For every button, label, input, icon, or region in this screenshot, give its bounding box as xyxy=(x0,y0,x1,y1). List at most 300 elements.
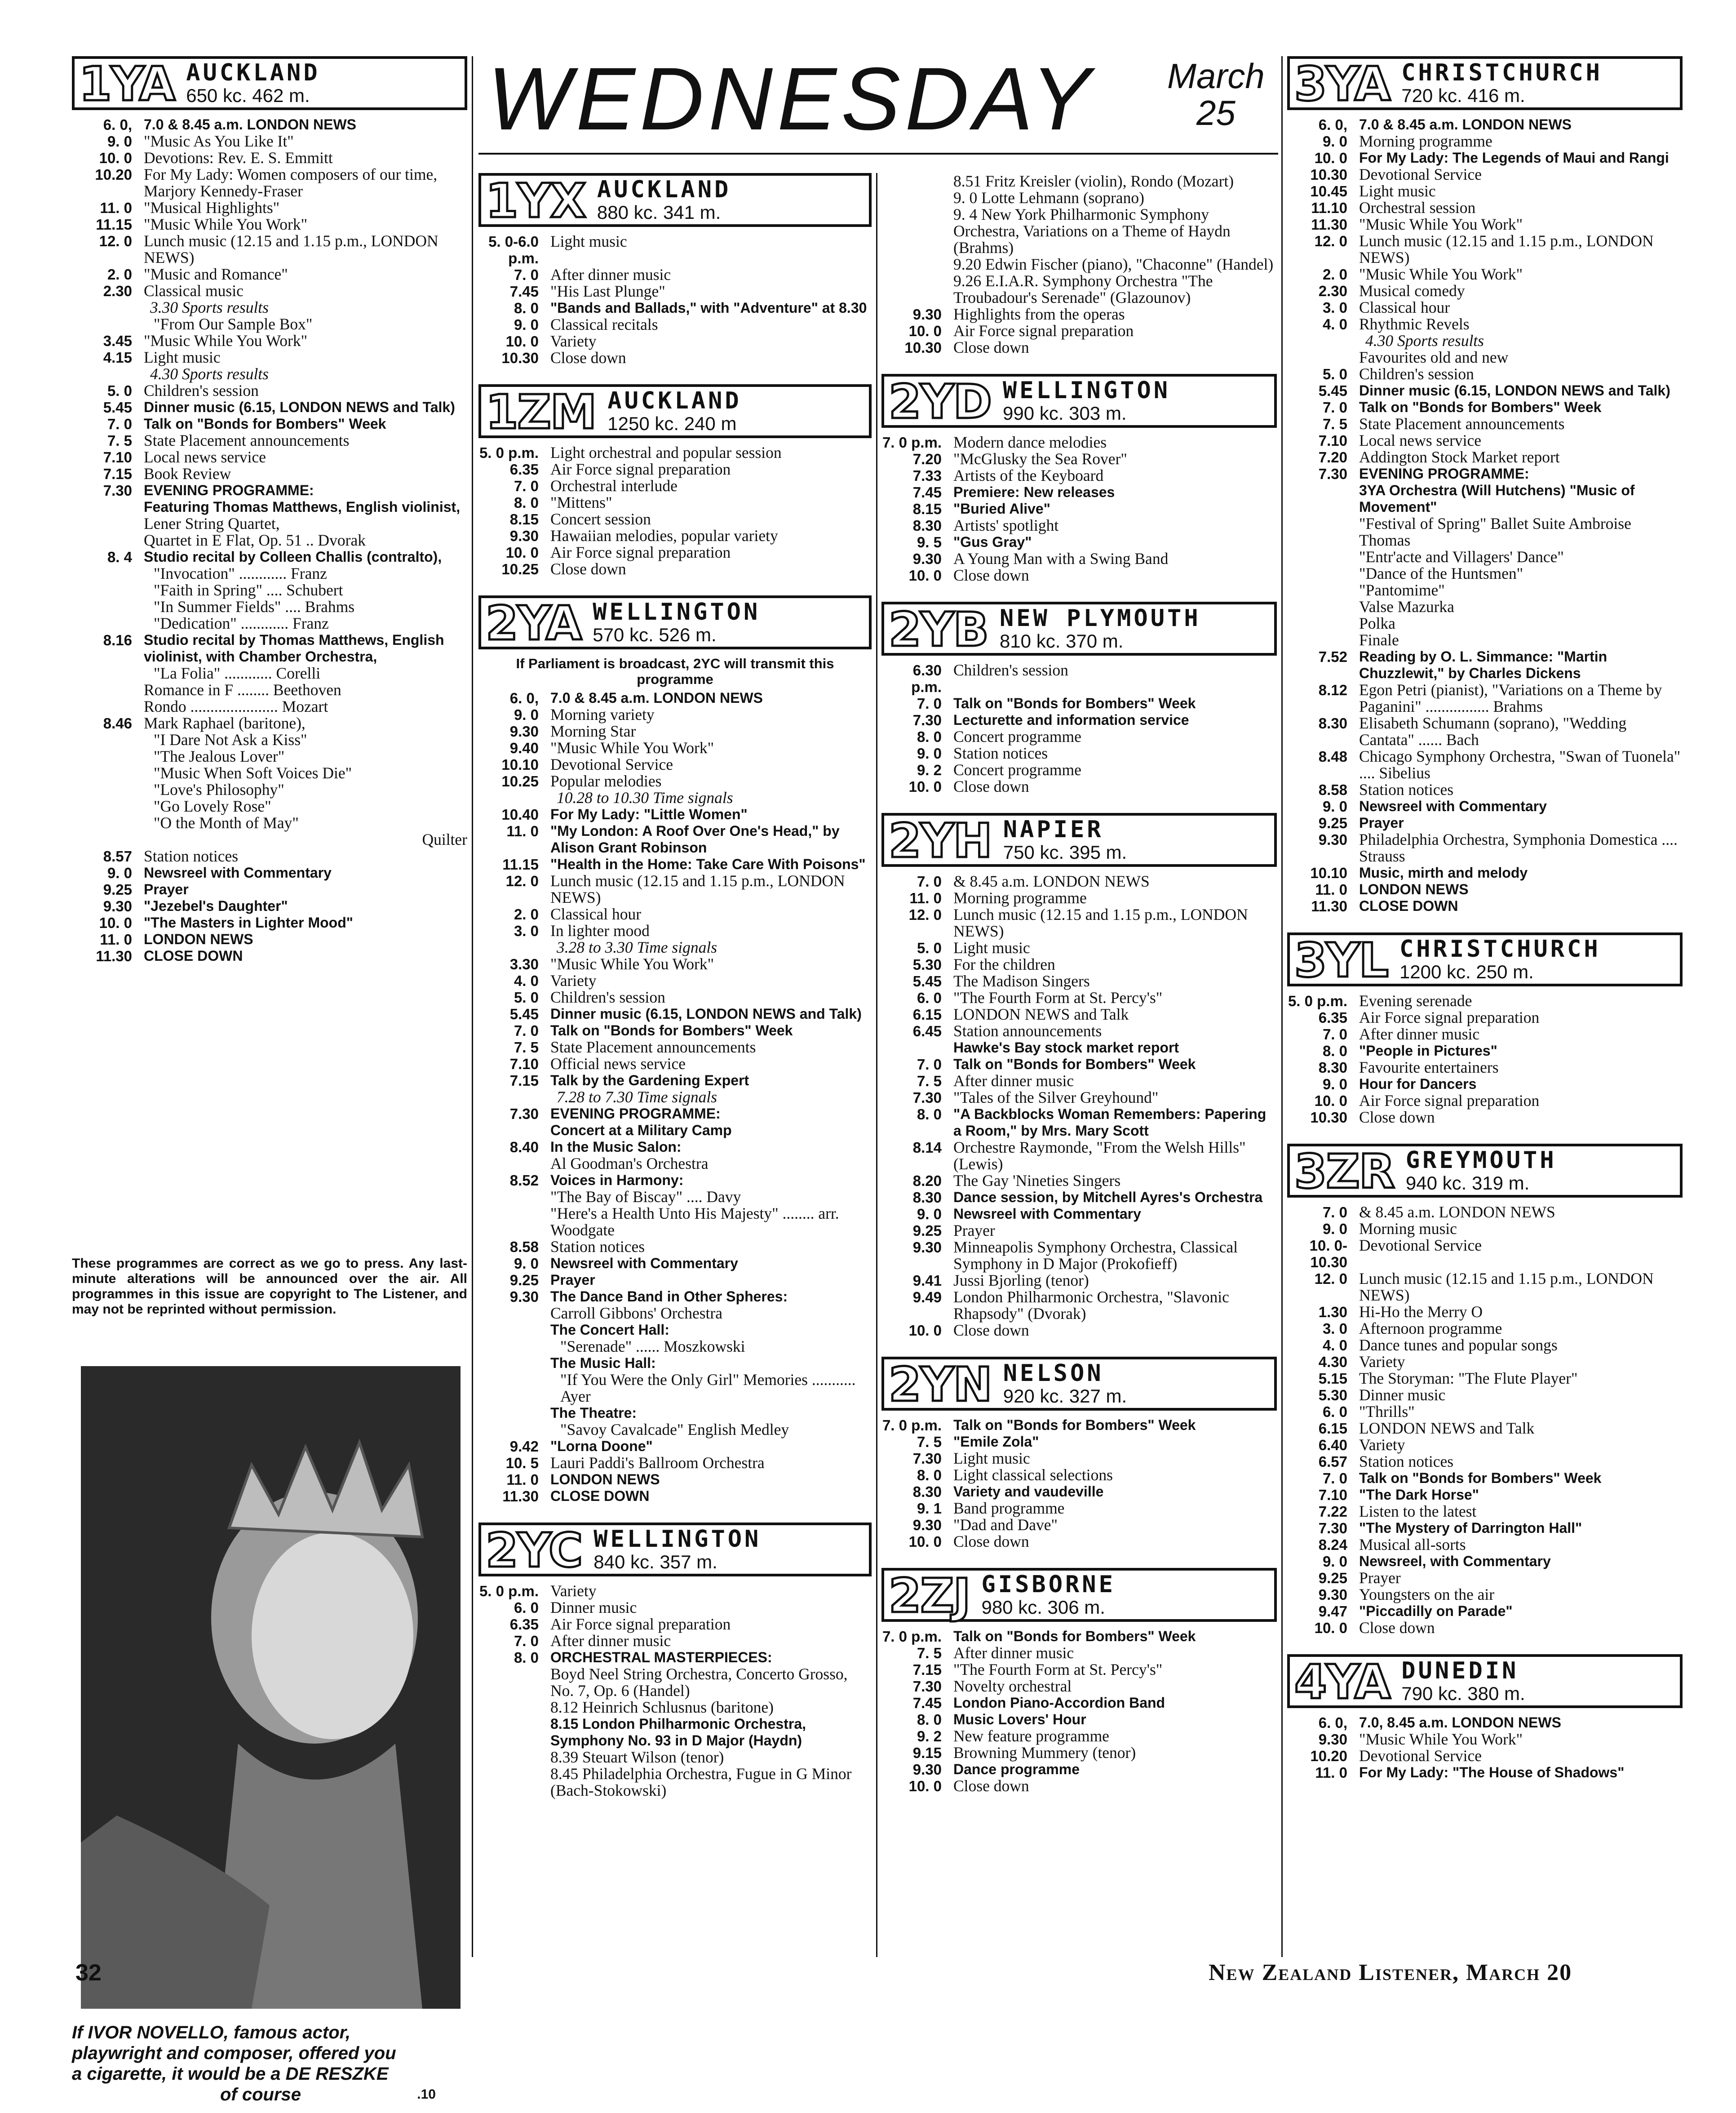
programme-title: Close down xyxy=(953,338,1029,356)
programme-time: 9.30 xyxy=(1318,831,1347,848)
station-info xyxy=(997,377,1176,425)
programme-row xyxy=(1287,183,1683,200)
programme-time: 1.30 xyxy=(1318,1304,1347,1320)
programme-time xyxy=(881,173,953,190)
schedule-2zj xyxy=(881,1628,1277,1794)
programme-time: 9.25 xyxy=(912,1222,942,1239)
programme-time: 7. 0 xyxy=(917,873,942,890)
programme-row xyxy=(1287,1337,1683,1354)
station-info xyxy=(1394,935,1606,984)
programme-title: Station notices xyxy=(1359,1452,1454,1470)
programme-title: "Buried Alive" xyxy=(953,501,1050,517)
programme-row xyxy=(881,534,1277,550)
programme-title: 4.30 Sports results xyxy=(1365,332,1484,350)
programme-title: State Placement announcements xyxy=(550,1038,756,1056)
programme-title: "The Fourth Form at St. Percy's" xyxy=(953,1660,1163,1678)
programme-title: "Savoy Cavalcade" English Medley xyxy=(560,1421,789,1438)
programme-row xyxy=(478,956,872,972)
programme-title: Polka xyxy=(1359,614,1395,632)
programme-row xyxy=(72,831,467,848)
programme-time: 9.25 xyxy=(1318,815,1347,831)
programme-row xyxy=(1287,449,1683,466)
programme-row xyxy=(1287,615,1683,632)
programme-title: In the Music Salon: xyxy=(550,1139,682,1155)
programme-row xyxy=(72,881,467,898)
station-city: WELLINGTON xyxy=(593,599,761,626)
station-frequency: 790 kc. 380 m. xyxy=(1401,1683,1525,1704)
programme-row xyxy=(1287,1570,1683,1586)
programme-row xyxy=(478,906,872,923)
programme-title: Minneapolis Symphony Orchestra, Classical Symphony in D Major (Prokofieff) xyxy=(953,1238,1238,1273)
programme-time: 7.30 xyxy=(912,1450,942,1467)
programme-title: State Placement announcements xyxy=(144,431,350,449)
programme-row xyxy=(478,1189,872,1205)
programme-title: Premiere: New releases xyxy=(953,484,1115,500)
programme-time xyxy=(478,1205,550,1239)
programme-time xyxy=(72,748,144,765)
programme-row xyxy=(1287,333,1683,349)
programme-time: 7. 0 xyxy=(514,1022,539,1039)
programme-title: Chicago Symphony Orchestra, "Swan of Tuonela" .... Sibelius xyxy=(1359,747,1681,782)
programme-row xyxy=(881,1239,1277,1272)
programme-title: 4.30 Sports results xyxy=(150,365,269,383)
programme-row xyxy=(881,1272,1277,1289)
programme-time: 11.30 xyxy=(96,948,132,964)
programme-title: 7.0 & 8.45 a.m. LONDON NEWS xyxy=(144,116,357,133)
programme-time xyxy=(478,1421,550,1438)
programme-title: Light orchestral and popular session xyxy=(550,444,782,462)
programme-time: 7. 5 xyxy=(1322,416,1347,432)
programme-time: 9. 1 xyxy=(917,1500,942,1517)
programme-title: "People in Pictures" xyxy=(1359,1043,1497,1059)
programme-row xyxy=(881,173,1277,190)
programme-title: Prayer xyxy=(1359,815,1404,831)
programme-row xyxy=(881,662,1277,695)
station-header-2zj xyxy=(881,1568,1277,1622)
programme-time: 7. 5 xyxy=(107,432,132,449)
programme-title: Official news service xyxy=(550,1055,686,1073)
programme-time: 7.30 xyxy=(912,712,942,728)
programme-row xyxy=(478,1039,872,1056)
programme-row xyxy=(1287,865,1683,881)
programme-title: 3.28 to 3.30 Time signals xyxy=(557,938,717,956)
station-info xyxy=(588,1525,766,1574)
programme-title: Boyd Neel String Orchestra, Concerto Grosso, No. 7, Op. 6 (Handel) xyxy=(550,1665,848,1700)
programme-time: 7. 5 xyxy=(917,1645,942,1661)
programme-time xyxy=(478,1305,550,1322)
programme-time: 7. 0 xyxy=(514,1633,539,1649)
programme-row xyxy=(72,848,467,865)
station-info xyxy=(181,59,325,107)
programme-row xyxy=(478,478,872,494)
programme-time: 8.30 xyxy=(912,517,942,534)
programme-row xyxy=(1287,1748,1683,1764)
programme-title: Hour for Dancers xyxy=(1359,1076,1477,1092)
programme-row xyxy=(1287,1764,1683,1781)
header-rule xyxy=(478,153,1278,155)
programme-row xyxy=(72,931,467,948)
programme-time xyxy=(478,1372,550,1405)
programme-row xyxy=(1287,1009,1683,1026)
programme-time: 9.49 xyxy=(912,1289,942,1305)
schedule-2ya xyxy=(478,690,872,1505)
programme-time xyxy=(72,532,144,549)
programme-time xyxy=(72,615,144,632)
programme-title: "Dad and Dave" xyxy=(953,1516,1058,1534)
programme-time xyxy=(72,499,144,515)
programme-time: 11. 0 xyxy=(100,931,132,948)
ad-line-4: of course xyxy=(220,2085,301,2104)
programme-row xyxy=(1287,1487,1683,1503)
programme-time: 8.58 xyxy=(1318,781,1347,798)
programme-row xyxy=(478,823,872,856)
programme-row xyxy=(478,300,872,316)
programme-time xyxy=(478,1766,550,1799)
programme-time xyxy=(881,256,953,273)
programme-title: "Music and Romance" xyxy=(144,265,288,283)
programme-time: 4. 0 xyxy=(1322,1337,1347,1354)
programme-time: 7.45 xyxy=(912,484,942,501)
programme-row xyxy=(478,1172,872,1189)
programme-title: "My London: A Roof Over One's Head," by Alison Grant Robinson xyxy=(550,823,840,856)
programme-title: Browning Mummery (tenor) xyxy=(953,1744,1136,1762)
station-header-2yc xyxy=(478,1523,872,1576)
programme-time xyxy=(72,316,144,333)
programme-title: After dinner music xyxy=(953,1644,1074,1662)
programme-time: 5.45 xyxy=(1318,382,1347,399)
programme-time: 8.20 xyxy=(912,1172,942,1189)
programme-time: 11. 0 xyxy=(1315,881,1347,898)
station-header-1yx xyxy=(478,173,872,227)
programme-row xyxy=(1287,1354,1683,1370)
programme-row xyxy=(1287,382,1683,399)
programme-title: Air Force signal preparation xyxy=(953,322,1134,340)
programme-row xyxy=(72,399,467,416)
programme-row xyxy=(72,416,467,432)
station-city: NEW PLYMOUTH xyxy=(999,605,1201,632)
programme-title: Morning music xyxy=(1359,1220,1457,1238)
programme-title: Variety and vaudeville xyxy=(953,1483,1104,1500)
programme-time: 9. 2 xyxy=(917,762,942,778)
programme-row xyxy=(1287,682,1683,715)
programme-time: 2. 0 xyxy=(514,906,539,923)
programme-time: 11. 0 xyxy=(100,200,132,216)
programme-row xyxy=(1287,1731,1683,1748)
programme-row xyxy=(881,1139,1277,1172)
programme-title: "Mittens" xyxy=(550,493,612,511)
programme-row xyxy=(881,1517,1277,1533)
programme-time: 5. 0 xyxy=(514,989,539,1006)
date-day: 25 xyxy=(1196,93,1236,133)
programme-row xyxy=(881,339,1277,356)
programme-time: 11. 0 xyxy=(506,823,539,839)
programme-row xyxy=(881,1778,1277,1794)
programme-row xyxy=(1287,1553,1683,1570)
programme-row xyxy=(881,567,1277,584)
programme-title: Prayer xyxy=(550,1272,595,1288)
station-frequency: 750 kc. 395 m. xyxy=(1003,842,1127,863)
programme-title: "Entr'acte and Villagers' Dance" xyxy=(1359,548,1564,566)
programme-row xyxy=(478,316,872,333)
programme-time: 8.15 xyxy=(912,501,942,517)
programme-row xyxy=(478,1649,872,1666)
programme-title: Band programme xyxy=(953,1499,1065,1517)
programme-time xyxy=(72,665,144,682)
programme-time xyxy=(72,732,144,748)
station-frequency: 720 kc. 416 m. xyxy=(1401,85,1525,106)
station-call: 4YA xyxy=(1294,1655,1390,1709)
programme-row xyxy=(881,1172,1277,1189)
programme-title: Light music xyxy=(144,348,221,366)
programme-time: 9. 5 xyxy=(917,534,942,550)
station-info xyxy=(1396,59,1608,107)
programme-time: 2.30 xyxy=(103,283,132,299)
station-header-1zm xyxy=(478,384,872,438)
station-header-3zr xyxy=(1287,1144,1683,1198)
programme-title: 7.0 & 8.45 a.m. LONDON NEWS xyxy=(550,690,763,706)
programme-title: Prayer xyxy=(953,1221,995,1239)
programme-row xyxy=(881,873,1277,890)
programme-title: Close down xyxy=(953,566,1029,584)
programme-title: Classical hour xyxy=(550,905,642,923)
programme-title: Station notices xyxy=(550,1238,645,1256)
programme-title: Lunch music (12.15 and 1.15 p.m., LONDON NEWS) xyxy=(953,906,1248,940)
programme-row xyxy=(881,1745,1277,1761)
station-info xyxy=(998,816,1132,864)
programme-row xyxy=(1287,1043,1683,1059)
station-info xyxy=(1396,1657,1530,1705)
station-header-2yb xyxy=(881,602,1277,656)
programme-title: Highlights from the operas xyxy=(953,305,1125,323)
programme-title: Morning variety xyxy=(550,706,655,724)
programme-time: 9.30 xyxy=(912,550,942,567)
programme-time xyxy=(1287,615,1359,632)
programme-time: 4.30 xyxy=(1318,1354,1347,1370)
programme-title: "Dedication" ............ Franz xyxy=(154,614,329,632)
programme-row xyxy=(478,740,872,756)
programme-row xyxy=(881,1222,1277,1239)
programme-row xyxy=(72,515,467,532)
programme-time xyxy=(72,515,144,532)
programme-time xyxy=(72,599,144,615)
page-number: 32 xyxy=(75,1960,102,1986)
programme-row xyxy=(881,1467,1277,1483)
programme-title: Air Force signal preparation xyxy=(1359,1008,1540,1026)
programme-title: For My Lady: The Legends of Maui and Rangi xyxy=(1359,150,1669,166)
station-city: WELLINGTON xyxy=(1003,377,1171,404)
column-2 xyxy=(478,173,872,1817)
programme-title: EVENING PROGRAMME: xyxy=(550,1105,721,1122)
station-call: 3YL xyxy=(1294,933,1388,988)
programme-time: 10.30 xyxy=(1310,166,1347,183)
programme-title: Quartet in E Flat, Op. 51 .. Dvorak xyxy=(144,531,366,549)
programme-time: 7.30 xyxy=(103,482,132,499)
programme-time: 9.30 xyxy=(912,306,942,323)
programme-time: 10.30 xyxy=(1310,1109,1347,1126)
programme-title: Lecturette and information service xyxy=(953,712,1189,728)
programme-row xyxy=(478,723,872,740)
programme-row xyxy=(1287,1453,1683,1470)
programme-time: 9. 0 xyxy=(107,133,132,150)
programme-title: The Theatre: xyxy=(550,1405,637,1421)
programme-time: 5. 0 p.m. xyxy=(479,444,539,461)
programme-time: 8.12 xyxy=(1318,682,1347,698)
programme-time xyxy=(1287,515,1359,549)
programme-time: 7.10 xyxy=(1318,432,1347,449)
programme-row xyxy=(1287,798,1683,815)
programme-time: 10. 0 xyxy=(908,323,942,339)
programme-time: 7. 0 xyxy=(917,1056,942,1073)
programme-title: Light music xyxy=(953,1449,1030,1467)
programme-time: 9.30 xyxy=(912,1239,942,1256)
programme-row xyxy=(881,1189,1277,1206)
programme-time xyxy=(478,1122,550,1139)
station-info xyxy=(994,604,1206,653)
programme-row xyxy=(1287,1714,1683,1731)
programme-time: 9.25 xyxy=(1318,1570,1347,1586)
programme-title: "His Last Plunge" xyxy=(550,282,665,300)
programme-title: After dinner music xyxy=(1359,1025,1480,1043)
programme-title: After dinner music xyxy=(953,1072,1074,1090)
programme-time: 6. 0, xyxy=(1318,1714,1347,1731)
parliament-note: If Parliament is broadcast, 2YC will transmit this programme xyxy=(516,656,834,687)
station-header-1ya xyxy=(72,56,467,110)
programme-time: 10. 0 xyxy=(505,333,539,350)
programme-title: Finale xyxy=(1359,631,1399,649)
programme-row xyxy=(478,350,872,366)
programme-time: 7.45 xyxy=(912,1695,942,1711)
programme-title: CLOSE DOWN xyxy=(550,1488,650,1504)
programme-row xyxy=(1287,1403,1683,1420)
programme-row xyxy=(478,444,872,461)
programme-title: For My Lady: "The House of Shadows" xyxy=(1359,1764,1625,1780)
station-city: NELSON xyxy=(1003,1360,1104,1387)
programme-title: Morning Star xyxy=(550,722,636,740)
station-call: 1YA xyxy=(79,57,175,111)
programme-row xyxy=(1287,1092,1683,1109)
programme-row xyxy=(1287,1620,1683,1636)
programme-time xyxy=(478,1089,550,1105)
programme-title: A Young Man with a Swing Band xyxy=(953,550,1169,568)
programme-time: 8.48 xyxy=(1318,748,1347,765)
programme-time: 6. 0, xyxy=(103,116,132,133)
programme-row xyxy=(881,1711,1277,1728)
programme-row xyxy=(478,1006,872,1022)
station-call: 2YH xyxy=(889,813,992,868)
programme-time: 8. 0 xyxy=(1322,1043,1347,1059)
station-info xyxy=(592,176,736,224)
programme-title: The Madison Singers xyxy=(953,972,1090,990)
programme-title: "Pantomime" xyxy=(1359,581,1445,599)
programme-time xyxy=(72,698,144,715)
schedule-4ya xyxy=(1287,1714,1683,1781)
programme-row xyxy=(72,665,467,682)
programme-row xyxy=(72,316,467,333)
programme-time: 9.30 xyxy=(912,1517,942,1533)
programme-row xyxy=(478,1599,872,1616)
programme-time: 10. 0 xyxy=(99,150,132,166)
schedule-1ya xyxy=(72,116,467,964)
programme-time: 6.45 xyxy=(912,1023,942,1039)
programme-title: "Here's a Health Unto His Majesty" ........ arr. Woodgate xyxy=(550,1204,839,1239)
programme-row xyxy=(881,517,1277,534)
programme-row xyxy=(1287,283,1683,299)
programme-time: 7.20 xyxy=(1318,449,1347,466)
programme-row xyxy=(881,1695,1277,1711)
programme-title: "Faith in Spring" .... Schubert xyxy=(154,581,343,599)
programme-row xyxy=(1287,1026,1683,1043)
programme-time: 3. 0 xyxy=(1322,1320,1347,1337)
programme-title: Studio recital by Colleen Challis (contralto), xyxy=(144,549,442,565)
programme-title: "McGlusky the Sea Rover" xyxy=(953,450,1127,468)
programme-row xyxy=(72,865,467,881)
programme-title: 9. 4 New York Philharmonic Symphony Orchestra, Variations on a Theme of Haydn (Brahms) xyxy=(953,205,1231,257)
programme-row xyxy=(478,939,872,956)
programme-row xyxy=(881,1073,1277,1089)
station-info xyxy=(976,1571,1120,1619)
programme-time: 10. 0-10.30 xyxy=(1309,1237,1347,1270)
programme-title: Popular melodies xyxy=(550,772,662,790)
programme-row xyxy=(1287,133,1683,150)
programme-row xyxy=(478,1272,872,1288)
date-heading xyxy=(1167,58,1265,131)
station-info xyxy=(998,1359,1132,1408)
programme-time: 3.45 xyxy=(103,333,132,349)
programme-time: 10. 0 xyxy=(505,544,539,561)
programme-row xyxy=(1287,1270,1683,1304)
programme-title: Talk on "Bonds for Bombers" Week xyxy=(144,416,386,432)
programme-time: 7.45 xyxy=(509,283,539,300)
programme-time: 7. 0 xyxy=(514,478,539,494)
station-frequency: 570 kc. 526 m. xyxy=(593,624,717,645)
programme-title: Orchestral session xyxy=(1359,199,1476,217)
programme-time: 7. 0 xyxy=(514,266,539,283)
programme-row xyxy=(881,550,1277,567)
programme-row xyxy=(72,382,467,399)
programme-time: 7. 0 xyxy=(107,416,132,432)
programme-title: Lunch music (12.15 and 1.15 p.m., LONDON NEWS) xyxy=(1359,1270,1654,1304)
programme-time: 5.45 xyxy=(509,1006,539,1022)
programme-time: 5. 0-6.0 p.m. xyxy=(488,233,539,266)
programme-row xyxy=(881,451,1277,467)
programme-row xyxy=(478,1139,872,1155)
programme-row xyxy=(1287,1237,1683,1270)
programme-title: "Tales of the Silver Greyhound" xyxy=(953,1088,1159,1106)
programme-row xyxy=(478,461,872,478)
programme-time: 9.25 xyxy=(509,1272,539,1288)
programme-title: Carroll Gibbons' Orchestra xyxy=(550,1304,722,1322)
programme-time: 10. 5 xyxy=(505,1455,539,1471)
programme-row xyxy=(1287,1420,1683,1437)
programme-row xyxy=(72,914,467,931)
programme-row xyxy=(1287,316,1683,333)
programme-time: 6.35 xyxy=(1318,1009,1347,1026)
programme-row xyxy=(72,150,467,166)
station-frequency: 940 kc. 319 m. xyxy=(1405,1172,1530,1194)
programme-time xyxy=(1287,599,1359,615)
programme-row xyxy=(881,1645,1277,1661)
programme-time: 6. 0 xyxy=(917,990,942,1006)
programme-title: CLOSE DOWN xyxy=(144,948,243,964)
programme-title: Local news service xyxy=(1359,431,1482,449)
programme-row xyxy=(1287,482,1683,515)
programme-title: "Emile Zola" xyxy=(953,1434,1039,1450)
programme-time: 8.24 xyxy=(1318,1536,1347,1553)
programme-title: Light music xyxy=(1359,182,1436,200)
programme-time: 9.30 xyxy=(912,1761,942,1778)
programme-row xyxy=(478,923,872,939)
station-city: AUCKLAND xyxy=(186,59,320,86)
